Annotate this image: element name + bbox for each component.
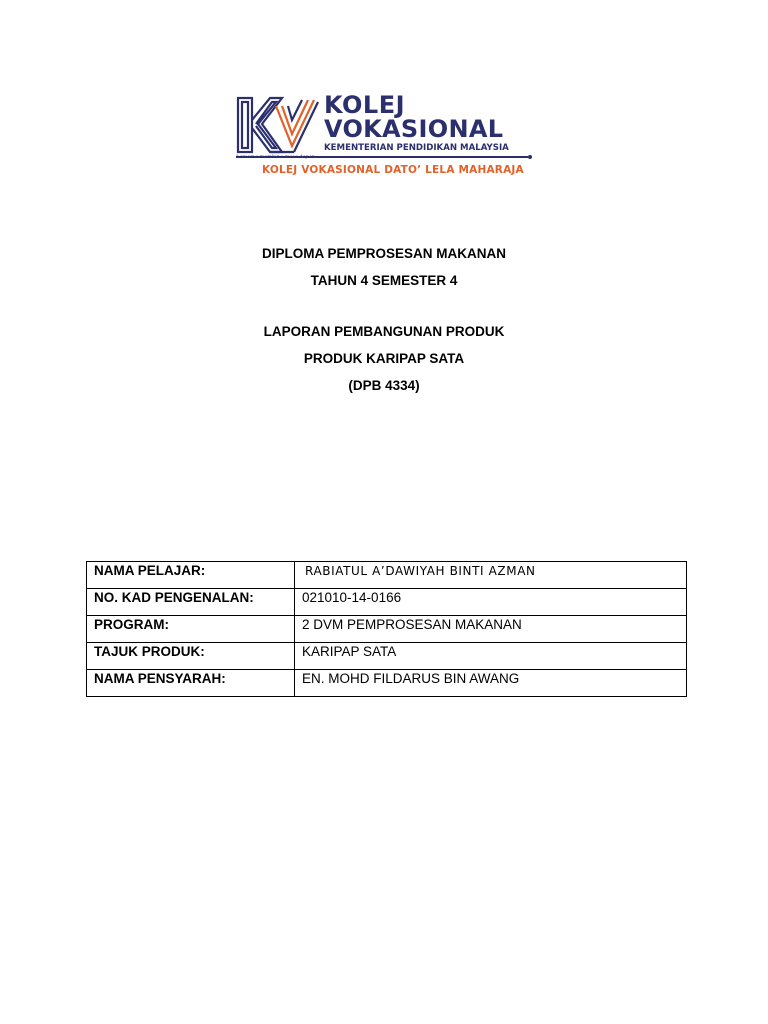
student-info-table <box>86 561 687 697</box>
ic-number-value: 021010-14-0166 <box>295 589 687 616</box>
logo-divider <box>236 156 528 158</box>
logo-college-name: KOLEJ VOKASIONAL DATO’ LELA MAHARAJA <box>262 164 524 176</box>
ic-number-label: NO. KAD PENGENALAN: <box>87 589 295 616</box>
program-label: PROGRAM: <box>87 616 295 643</box>
product-title-value: KARIPAP SATA <box>295 643 687 670</box>
product-title-label: TAJUK PRODUK: <box>87 643 295 670</box>
logo-ministry: KEMENTERIAN PENDIDIKAN MALAYSIA <box>324 143 509 153</box>
student-name-label: NAMA PELAJAR: <box>87 562 295 589</box>
year-semester-heading: TAHUN 4 SEMESTER 4 <box>310 273 458 288</box>
lecturer-label: NAMA PENSYARAH: <box>87 670 295 697</box>
program-value: 2 DVM PEMPROSESAN MAKANAN <box>295 616 687 643</box>
table-row <box>87 670 687 697</box>
logo-title-kolej: KOLEJ <box>324 91 406 119</box>
table-row <box>87 643 687 670</box>
report-title-heading: LAPORAN PEMBANGUNAN PRODUK <box>263 324 505 339</box>
table-row <box>87 589 687 616</box>
student-name-value: RABIATUL A’DAWIYAH BINTI AZMAN <box>295 562 687 589</box>
kv-logo-mark-icon <box>236 96 320 154</box>
college-logo <box>236 92 536 182</box>
product-heading: PRODUK KARIPAP SATA <box>303 351 465 366</box>
table-row <box>87 562 687 589</box>
course-code-heading: (DPB 4334) <box>348 378 420 393</box>
diploma-heading: DIPLOMA PEMPROSESAN MAKANAN <box>261 246 506 261</box>
lecturer-value: EN. MOHD FILDARUS BIN AWANG <box>295 670 687 697</box>
logo-title-vokasional: VOKASIONAL <box>324 115 504 143</box>
table-row <box>87 616 687 643</box>
